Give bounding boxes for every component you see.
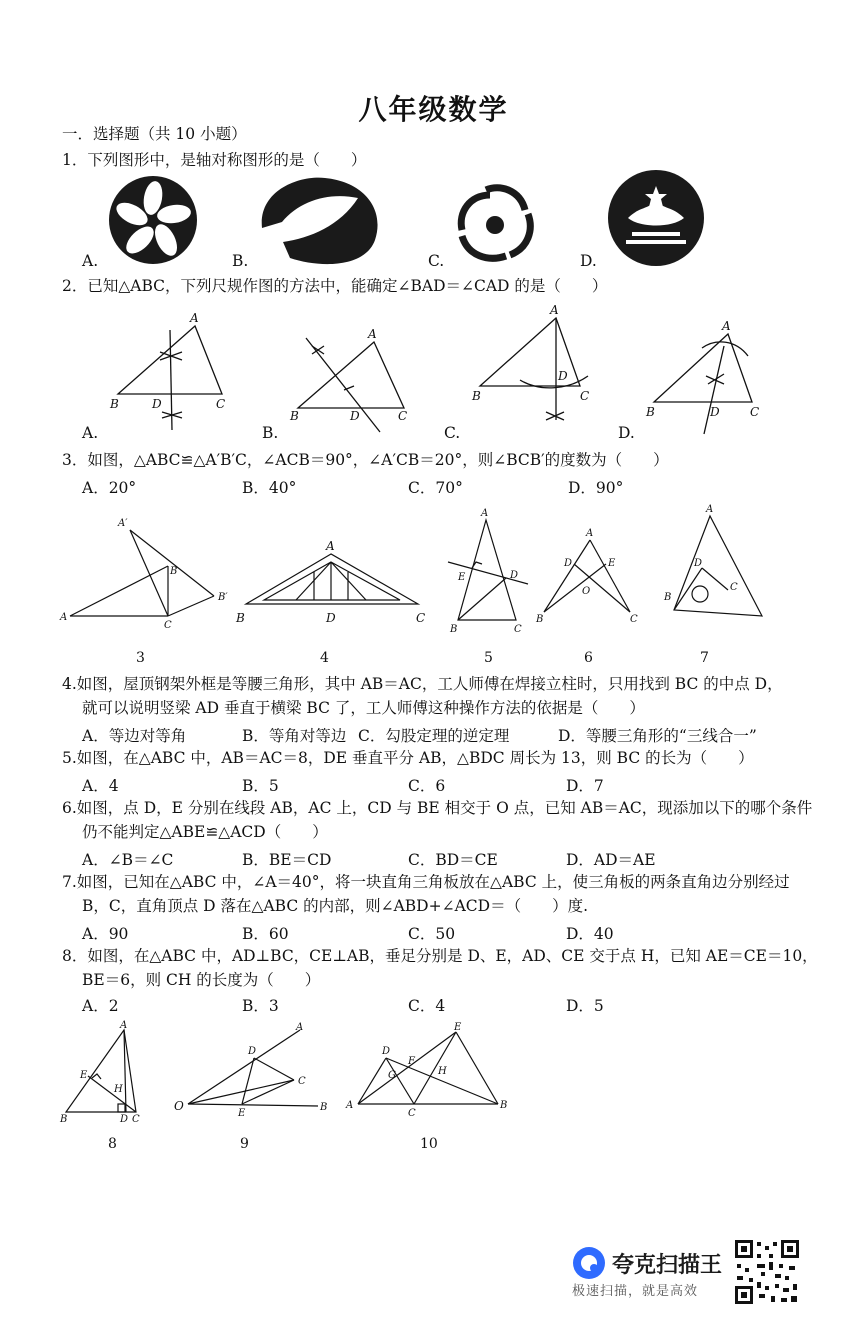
figure-number-7: 7: [700, 650, 709, 666]
svg-text:B: B: [60, 1114, 68, 1125]
svg-text:A: A: [368, 327, 377, 341]
svg-text:D: D: [564, 558, 573, 569]
figure-number-6: 6: [584, 650, 593, 666]
svg-text:A: A: [481, 508, 489, 519]
svg-text:C: C: [750, 405, 760, 419]
q8-option-b: B．3: [242, 997, 279, 1015]
q4-option-d: D．等腰三角形的“三线合一”: [558, 727, 757, 745]
svg-text:A: A: [120, 1020, 128, 1031]
svg-text:H: H: [114, 1084, 123, 1095]
svg-text:A: A: [346, 1100, 354, 1111]
q7-option-c: C．50: [408, 925, 456, 943]
qr-code-icon: [735, 1240, 799, 1304]
svg-text:C: C: [164, 620, 172, 631]
svg-text:O: O: [174, 1099, 184, 1113]
svg-text:B: B: [236, 611, 245, 625]
svg-text:B: B: [664, 592, 672, 603]
q8-option-c: C．4: [408, 997, 446, 1015]
svg-text:B: B: [536, 614, 544, 625]
svg-text:D: D: [326, 611, 336, 625]
q4-option-a: A．等边对等角: [82, 727, 187, 745]
q7-option-d: D．40: [566, 925, 614, 943]
svg-text:E: E: [608, 558, 616, 569]
scanner-watermark: [572, 1244, 732, 1304]
q2-option-a: A.: [82, 424, 99, 442]
page-title: 八年级数学: [358, 93, 509, 126]
svg-text:E: E: [80, 1070, 88, 1081]
q7-stem-line1: 7.如图，已知在△ABC 中，∠A＝40°，将一块直角三角板放在△ABC 上，使三角板的两条直角边分别经过: [62, 873, 790, 891]
watermark-tagline: 极速扫描，就是高效: [572, 1284, 699, 1299]
svg-text:B: B: [450, 624, 458, 635]
figure-number-8: 8: [108, 1136, 117, 1152]
svg-text:D: D: [710, 405, 720, 419]
q2-option-c: C.: [444, 424, 461, 442]
svg-text:E: E: [238, 1108, 246, 1119]
q8-stem-line1: 8．如图，在△ABC 中，AD⊥BC，CE⊥AB，垂足分别是 D、E，AD、CE 交于点 H，已知 AE＝CE＝10，: [62, 947, 818, 965]
svg-text:C: C: [416, 611, 426, 625]
q6-option-a: A．∠B＝∠C: [82, 851, 174, 869]
figure-9: [174, 1022, 327, 1119]
svg-text:C: C: [408, 1108, 416, 1119]
q8-option-d: D．5: [566, 997, 604, 1015]
q6-option-c: C．BD＝CE: [408, 851, 498, 869]
svg-text:D: D: [350, 409, 360, 423]
figure-number-3: 3: [136, 650, 145, 666]
figure-number-5: 5: [484, 650, 493, 666]
svg-text:A: A: [722, 319, 731, 333]
svg-text:A: A: [190, 311, 199, 325]
q5-option-d: D．7: [566, 777, 604, 795]
svg-text:C: C: [398, 409, 408, 423]
svg-text:D: D: [558, 369, 568, 383]
q5-stem: 5.如图，在△ABC 中，AB＝AC＝8，DE 垂直平分 AB，△BDC 周长为 13，则 BC 的长为（ ）: [62, 749, 754, 767]
svg-text:D: D: [382, 1046, 391, 1057]
q4-stem-line2: 就可以说明竖梁 AD 垂直于横梁 BC 了，工人师傅这种操作方法的依据是（ ）: [82, 699, 645, 717]
q7-option-a: A．90: [82, 925, 129, 943]
q4-stem-line1: 4.如图，屋顶钢架外框是等腰三角形，其中 AB＝AC，工人师傅在焊接立柱时，只用找到 BC 的中点 D，: [62, 675, 783, 693]
svg-text:D: D: [694, 558, 703, 569]
svg-text:H: H: [438, 1066, 447, 1077]
q6-stem-line1: 6.如图，点 D，E 分别在线段 AB，AC 上，CD 与 BE 相交于 O 点，已知 AB＝AC，现添加以下的哪个条件: [62, 799, 813, 817]
svg-text:O: O: [582, 586, 591, 597]
svg-text:C: C: [514, 624, 522, 635]
figure-10: [345, 1022, 507, 1119]
svg-text:C: C: [630, 614, 638, 625]
q2-option-d: D.: [618, 424, 635, 442]
svg-text:C: C: [216, 397, 226, 411]
q2-option-b: B.: [262, 424, 279, 442]
watermark-brand: 夸克扫描王: [612, 1253, 723, 1278]
figure-number-4: 4: [320, 650, 329, 666]
q5-option-a: A．4: [82, 777, 119, 795]
q8-stem-line2: BE＝6，则 CH 的长度为（ ）: [82, 971, 321, 989]
svg-text:D: D: [120, 1114, 129, 1125]
svg-text:B: B: [290, 409, 299, 423]
q1-option-a: A.: [82, 252, 99, 270]
q1-stem: 1．下列图形中，是轴对称图形的是（ ）: [62, 151, 367, 169]
q3-stem: 3．如图，△ABC≌△A′B′C，∠ACB＝90°，∠A′CB＝20°，则∠BCB′的度数为（ ）: [62, 451, 669, 469]
svg-text:E: E: [458, 572, 466, 583]
q3-option-b: B．40°: [242, 479, 297, 497]
svg-text:B: B: [320, 1102, 328, 1113]
svg-text:D: D: [510, 570, 519, 581]
q7-option-b: B．60: [242, 925, 289, 943]
svg-text:B: B: [472, 389, 481, 403]
q3-option-a: A．20°: [82, 479, 137, 497]
svg-text:A: A: [586, 528, 594, 539]
q3-option-c: C．70°: [408, 479, 463, 497]
q4-option-c: C．勾股定理的逆定理: [358, 727, 510, 745]
svg-text:E: E: [454, 1022, 462, 1033]
svg-text:A: A: [60, 612, 68, 623]
svg-text:B′: B′: [218, 592, 228, 603]
quark-logo-icon: [572, 1246, 606, 1280]
q1-option-b: B.: [232, 252, 249, 270]
q3-option-d: D．90°: [568, 479, 624, 497]
svg-text:A: A: [550, 303, 559, 317]
svg-text:A: A: [326, 539, 335, 553]
svg-text:F: F: [408, 1056, 415, 1067]
svg-text:B: B: [170, 566, 178, 577]
q4-option-b: B．等角对等边: [242, 727, 347, 745]
svg-text:B: B: [500, 1100, 508, 1111]
q8-option-a: A．2: [82, 997, 119, 1015]
svg-text:D: D: [248, 1046, 257, 1057]
q1-option-c: C.: [428, 252, 445, 270]
svg-text:A′: A′: [118, 518, 128, 529]
q5-option-c: C．6: [408, 777, 446, 795]
figure-number-10: 10: [420, 1136, 438, 1152]
svg-text:C: C: [730, 582, 738, 593]
svg-text:C: C: [132, 1114, 140, 1125]
svg-text:A: A: [296, 1022, 304, 1033]
svg-text:C: C: [580, 389, 590, 403]
q2-stem: 2．已知△ABC，下列尺规作图的方法中，能确定∠BAD＝∠CAD 的是（ ）: [62, 277, 608, 295]
svg-text:B: B: [646, 405, 655, 419]
figure-number-9: 9: [240, 1136, 249, 1152]
q6-option-d: D．AD＝AE: [566, 851, 656, 869]
figure-8: [59, 1020, 140, 1125]
q7-stem-line2: B，C，直角顶点 D 落在△ABC 的内部，则∠ABD+∠ACD＝（ ）度.: [82, 897, 588, 915]
section-heading: 一．选择题（共 10 小题）: [62, 125, 247, 143]
svg-text:G: G: [388, 1070, 396, 1081]
q6-option-b: B．BE＝CD: [242, 851, 332, 869]
svg-text:B: B: [110, 397, 119, 411]
svg-text:A: A: [706, 504, 714, 515]
svg-text:C: C: [298, 1076, 306, 1087]
svg-text:D: D: [152, 397, 162, 411]
q5-option-b: B．5: [242, 777, 279, 795]
q6-stem-line2: 仍不能判定△ABE≌△ACD（ ）: [82, 823, 328, 841]
q1-option-d: D.: [580, 252, 597, 270]
